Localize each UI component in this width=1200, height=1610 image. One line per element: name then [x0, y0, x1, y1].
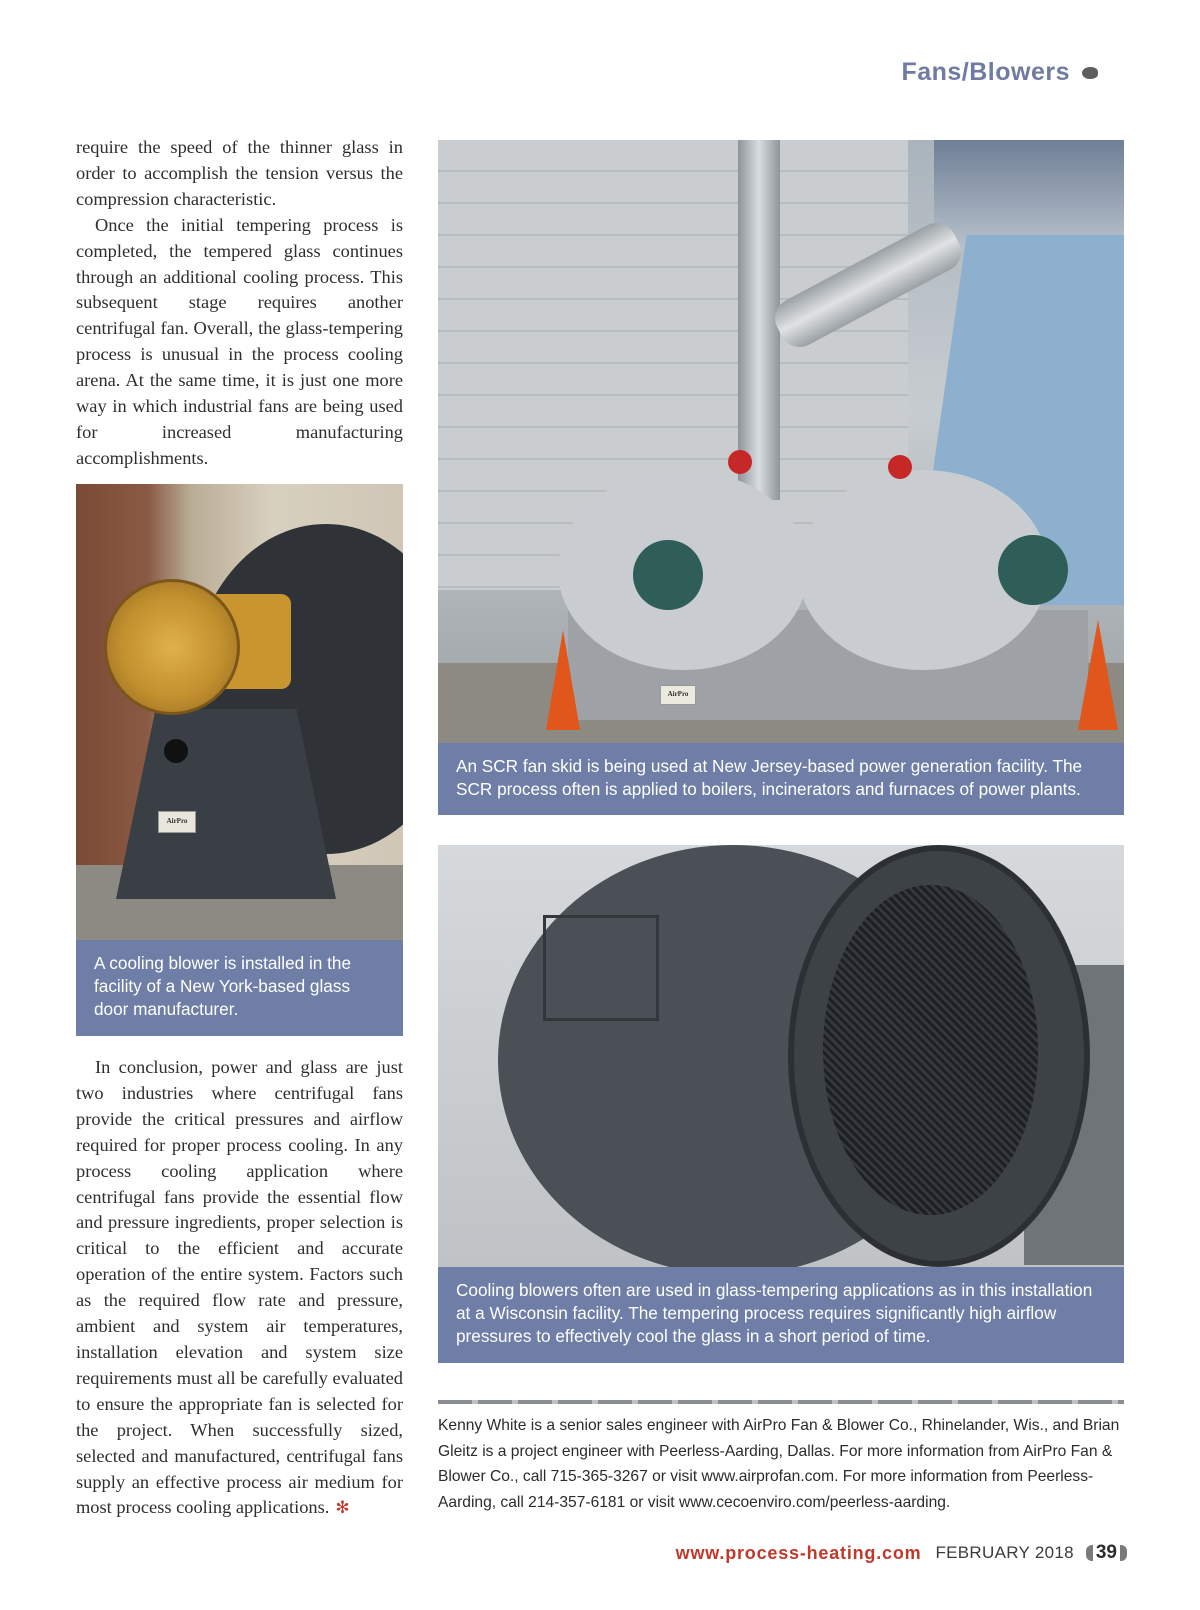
- glass-tempering-blower-photo: [438, 845, 1124, 1267]
- page-tab-right-icon: [1120, 1545, 1127, 1561]
- page-number: 39: [1086, 1542, 1127, 1564]
- page-tab-left-icon: [1086, 1545, 1093, 1561]
- bio-divider: [438, 1400, 1124, 1404]
- airpro-badge: AirPro: [158, 811, 196, 833]
- section-marker-icon: [1082, 67, 1098, 79]
- author-bio: Kenny White is a senior sales engineer with AirPro Fan & Blower Co., Rhinelander, Wis., and Brian Gleitz is a project engineer with Peerless-Aarding, Dallas. For more information from AirPro Fan & Blower Co., call 715-365-3267 or visit www.airprofan.com. For more information from Peerless-Aarding, call 214-357-6181 or visit www.cecoenviro.com/peerless-aarding.: [438, 1417, 1120, 1511]
- website-link[interactable]: www.process-heating.com: [675, 1542, 922, 1563]
- glass-tempering-blower-caption: Cooling blowers often are used in glass-tempering applications as in this installation at a Wisconsin facility. The tempering process requires significantly high airflow pressures to effectively cool the glass in a short period of time.: [438, 1267, 1124, 1363]
- cooling-blower-caption: A cooling blower is installed in the facility of a New York-based glass door manufacturer.: [76, 940, 403, 1036]
- issue-date: FEBRUARY 2018: [935, 1543, 1074, 1562]
- section-title: Fans/Blowers: [901, 58, 1070, 86]
- page-footer: [676, 1542, 1127, 1564]
- airpro-badge: AirPro: [660, 685, 696, 705]
- article-text-bottom: [76, 1055, 403, 1521]
- paragraph: In conclusion, power and glass are just two industries where centrifugal fans provide the critical pressures and airflow required for proper process cooling. In any process cooling application where centrifugal fans provide the essential flow and pressure ingredients, proper selection is critical to the efficient and accurate operation of the entire system. Factors such as the required flow rate and pressure, ambient and system air temperatures, installation elevation and system size requirements must all be carefully evaluated to ensure the appropriate fan is selected for the project. When successfully sized, selected and manufactured, centrifugal fans supply an effective process air medium for most process cooling applications. ✻: [76, 1057, 403, 1518]
- end-mark-icon: ✻: [335, 1498, 350, 1518]
- cooling-blower-photo: [76, 484, 403, 940]
- paragraph: require the speed of the thinner glass in order to accomplish the tension versus the compression characteristic.: [76, 137, 403, 209]
- article-text-top: [76, 135, 403, 472]
- scr-fan-skid-photo: [438, 140, 1124, 743]
- section-header: [901, 58, 1098, 87]
- paragraph: Once the initial tempering process is completed, the tempered glass continues through an additional cooling process. This subsequent stage requires another centrifugal fan. Overall, the glass-tempering process is unusual in the process cooling arena. At the same time, it is just one more way in which industrial fans are being used for increased manufacturing accomplishments.: [76, 214, 403, 468]
- scr-fan-skid-caption: An SCR fan skid is being used at New Jersey-based power generation facility. The SCR process often is applied to boilers, incinerators and furnaces of power plants.: [438, 743, 1124, 815]
